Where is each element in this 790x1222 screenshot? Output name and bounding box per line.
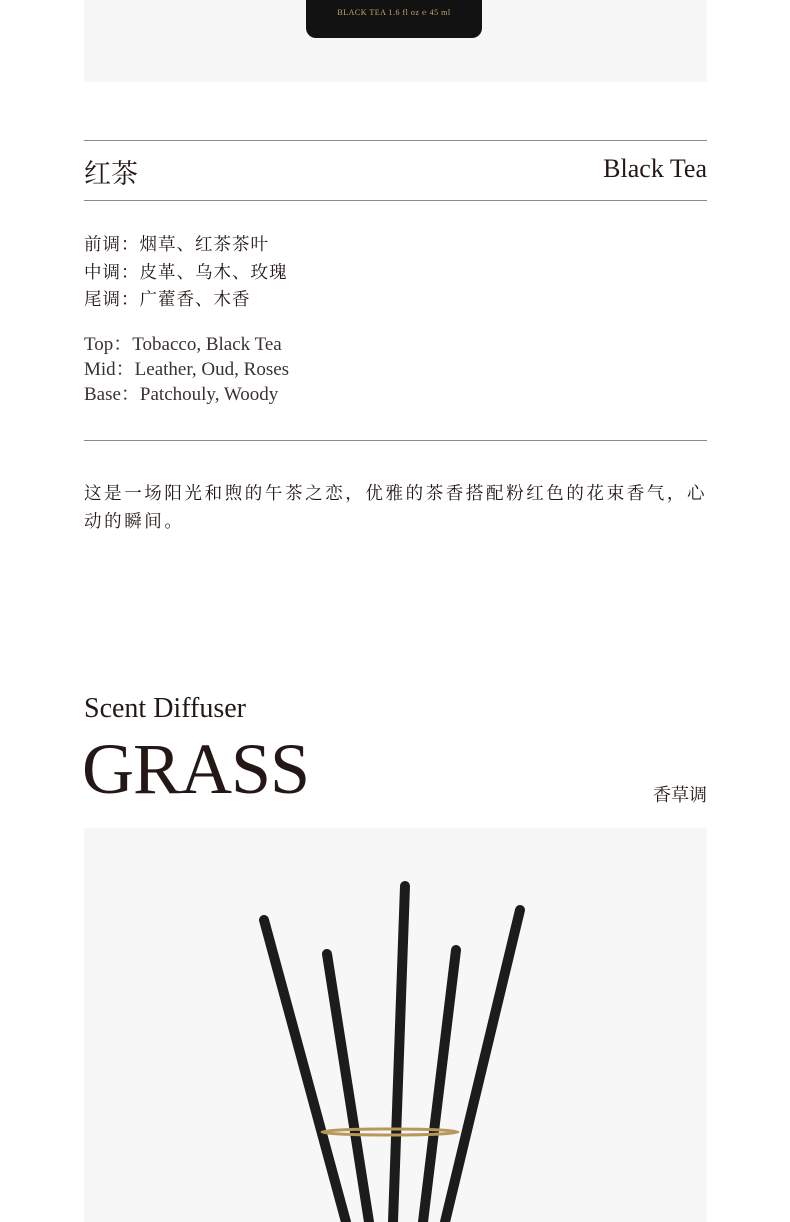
product-photo-reeds — [84, 828, 707, 1222]
section-subtitle: Scent Diffuser — [84, 693, 246, 724]
section-title: GRASS — [82, 729, 310, 809]
divider-top — [84, 140, 707, 141]
diffuser-bottle-bottom — [306, 0, 482, 38]
divider-name — [84, 200, 707, 201]
fragrance-description: 这是一场阳光和煦的午茶之恋，优雅的茶香搭配粉红色的花束香气，心动的瞬间。 — [84, 484, 708, 532]
note-base-en: Base：Patchouly, Woody — [84, 384, 279, 405]
note-top-en: Top：Tobacco, Black Tea — [84, 334, 282, 355]
bottle-label: BLACK TEA 1.6 fl oz ℮ 45 ml — [337, 8, 451, 17]
note-mid-cn: 中调：皮革、乌木、玫瑰 — [84, 262, 288, 283]
product-photo-top — [84, 0, 707, 82]
fragrance-name-en: Black Tea — [603, 154, 707, 183]
note-top-cn: 前调：烟草、红茶茶叶 — [84, 235, 269, 255]
note-mid-en: Mid：Leather, Oud, Roses — [84, 359, 290, 380]
reed-sticks-illustration — [84, 828, 707, 1222]
reed-stick — [393, 886, 405, 1222]
section-cn-label: 香草调 — [653, 785, 707, 806]
divider-notes — [84, 440, 707, 441]
notes-en — [84, 332, 289, 407]
note-base-cn: 尾调：广藿香、木香 — [84, 290, 251, 310]
notes-cn — [84, 232, 288, 315]
fragrance-name-cn: 红茶 — [84, 159, 138, 190]
